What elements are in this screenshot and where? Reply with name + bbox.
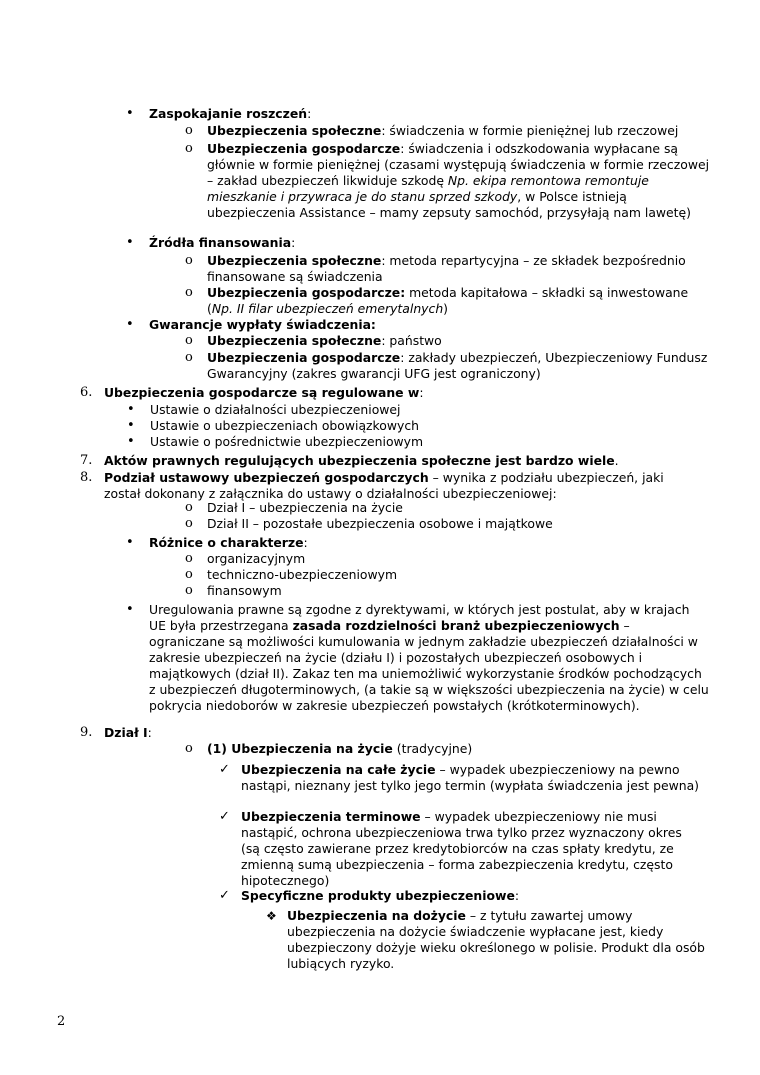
bullet-marker: • xyxy=(126,602,134,617)
list-item: o Ubezpieczenia gospodarcze: metoda kapitałowa – składki są inwestowane (Np. II filar ubezpieczeń emerytalnych) xyxy=(185,285,689,316)
item-number: 7. xyxy=(80,453,93,468)
item-number: 9. xyxy=(80,725,93,740)
list-item: o Ubezpieczenia społeczne: metoda repartycyjna – ze składek bezpośrednio finansowane są świadczenia xyxy=(185,253,686,284)
circle-marker: o xyxy=(185,253,193,268)
circle-marker: o xyxy=(185,516,193,531)
list-item: • Uregulowania prawne są zgodne z dyrektywami, w których jest postulat, aby w krajach UE była przestrzegana zasada rozdzielności branż ubezpieczeniowych – ograniczane są możliwości kumulowania w jednym zakładzie ubezpieczeń działalności w zakresie ubezpieczeń na życie (działu I) i pozostałych ubezpieczeń osobowych i majątkowych (dział II). Zakaz ten ma uniemożliwić wykorzystanie środków pochodzących z ubezpieczeń długoterminowych, (a takie są w większości ubezpieczenia na życie) w celu pokrycia niedoborów w zakresie ubezpieczeń powstałych (krótkoterminowych). xyxy=(126,602,709,713)
list-item: o Dział II – pozostałe ubezpieczenia osobowe i majątkowe xyxy=(185,516,553,531)
bullet-marker: • xyxy=(127,402,135,417)
list-item: o organizacyjnym xyxy=(185,551,306,566)
circle-marker: o xyxy=(185,333,193,348)
list-item: o finansowym xyxy=(185,583,282,598)
circle-marker: o xyxy=(185,741,193,756)
list-item: o Ubezpieczenia gospodarcze: zakłady ubezpieczeń, Ubezpieczeniowy Fundusz Gwarancyjny (zakres gwarancji UFG jest ograniczony) xyxy=(185,350,708,381)
bullet-marker: • xyxy=(126,317,134,332)
list-item: • Ustawie o pośrednictwie ubezpieczeniowym xyxy=(127,434,424,449)
list-item: o Ubezpieczenia gospodarcze: świadczenia i odszkodowania wypłacane są głównie w formie pieniężnej (czasami występują świadczenia w formie rzeczowej – zakład ubezpieczeń likwiduje szkodę Np. ekipa remontowa remontuje mieszkanie i przywraca je do stanu sprzed szkody, w Polsce istnieją ubezpieczenia Assistance – mamy zepsuty samochód, przysyłają nam lawetę) xyxy=(185,141,710,220)
numbered-item: 9. Dział I: xyxy=(80,725,152,740)
list-item: o (1) Ubezpieczenia na życie (tradycyjne) xyxy=(185,741,473,756)
list-item: o techniczno-ubezpieczeniowym xyxy=(185,567,398,582)
bullet-marker: • xyxy=(126,106,134,121)
page-number: 2 xyxy=(57,1014,66,1029)
circle-marker: o xyxy=(185,123,193,138)
bullet-marker: • xyxy=(127,434,135,449)
list-item: • Ustawie o działalności ubezpieczeniowej xyxy=(127,402,401,417)
list-item: • Zaspokajanie roszczeń: xyxy=(126,106,312,121)
check-icon: ✓ xyxy=(219,809,230,824)
circle-marker: o xyxy=(185,567,193,582)
check-icon: ✓ xyxy=(219,888,230,903)
circle-marker: o xyxy=(185,500,193,515)
list-item: ✓ Specyficzne produkty ubezpieczeniowe: xyxy=(219,888,520,903)
numbered-item: 8. Podział ustawowy ubezpieczeń gospodarczych – wynika z podziału ubezpieczeń, jaki został dokonany z załącznika do ustawy o działalności ubezpieczeniowej: xyxy=(80,470,664,501)
list-item: ❖ Ubezpieczenia na dożycie – z tytułu zawartej umowy ubezpieczenia na dożycie świadczenie wypłacane jest, kiedy ubezpieczony dożyje wieku określonego w polisie. Produkt dla osób lubiących ryzyko. xyxy=(266,908,705,971)
list-item: o Dział I – ubezpieczenia na życie xyxy=(185,500,403,515)
list-item: • Gwarancje wypłaty świadczenia: xyxy=(126,317,376,332)
list-item: o Ubezpieczenia społeczne: państwo xyxy=(185,333,442,348)
list-item: • Ustawie o ubezpieczeniach obowiązkowych xyxy=(127,418,419,433)
numbered-item: 7. Aktów prawnych regulujących ubezpieczenia społeczne jest bardzo wiele. xyxy=(80,453,619,468)
list-item: • Różnice o charakterze: xyxy=(126,535,308,550)
item-number: 6. xyxy=(80,385,93,400)
list-item: ✓ Ubezpieczenia na całe życie – wypadek ubezpieczeniowy na pewno nastąpi, nieznany jest tylko jego termin (wypłata świadczenia jest pewna) xyxy=(219,762,699,793)
list-item: o Ubezpieczenia społeczne: świadczenia w formie pieniężnej lub rzeczowej xyxy=(185,123,679,138)
diamond-icon: ❖ xyxy=(266,909,277,923)
circle-marker: o xyxy=(185,285,193,300)
bullet-marker: • xyxy=(126,235,134,250)
list-item: • Źródła finansowania: xyxy=(126,235,296,250)
bullet-marker: • xyxy=(126,535,134,550)
bullet-marker: • xyxy=(127,418,135,433)
list-item: ✓ Ubezpieczenia terminowe – wypadek ubezpieczeniowy nie musi nastąpić, ochrona ubezpieczeniowa trwa tylko przez wyznaczony okres (są często zawierane przez kredytobiorców na czas spłaty kredytu, ze zmienną sumą ubezpieczenia – forma zabezpieczenia kredytu, często hipotecznego) xyxy=(219,809,682,888)
circle-marker: o xyxy=(185,141,193,156)
check-icon: ✓ xyxy=(219,762,230,777)
numbered-item: 6. Ubezpieczenia gospodarcze są regulowane w: xyxy=(80,385,424,400)
item-number: 8. xyxy=(80,470,93,485)
circle-marker: o xyxy=(185,583,193,598)
circle-marker: o xyxy=(185,551,193,566)
circle-marker: o xyxy=(185,350,193,365)
